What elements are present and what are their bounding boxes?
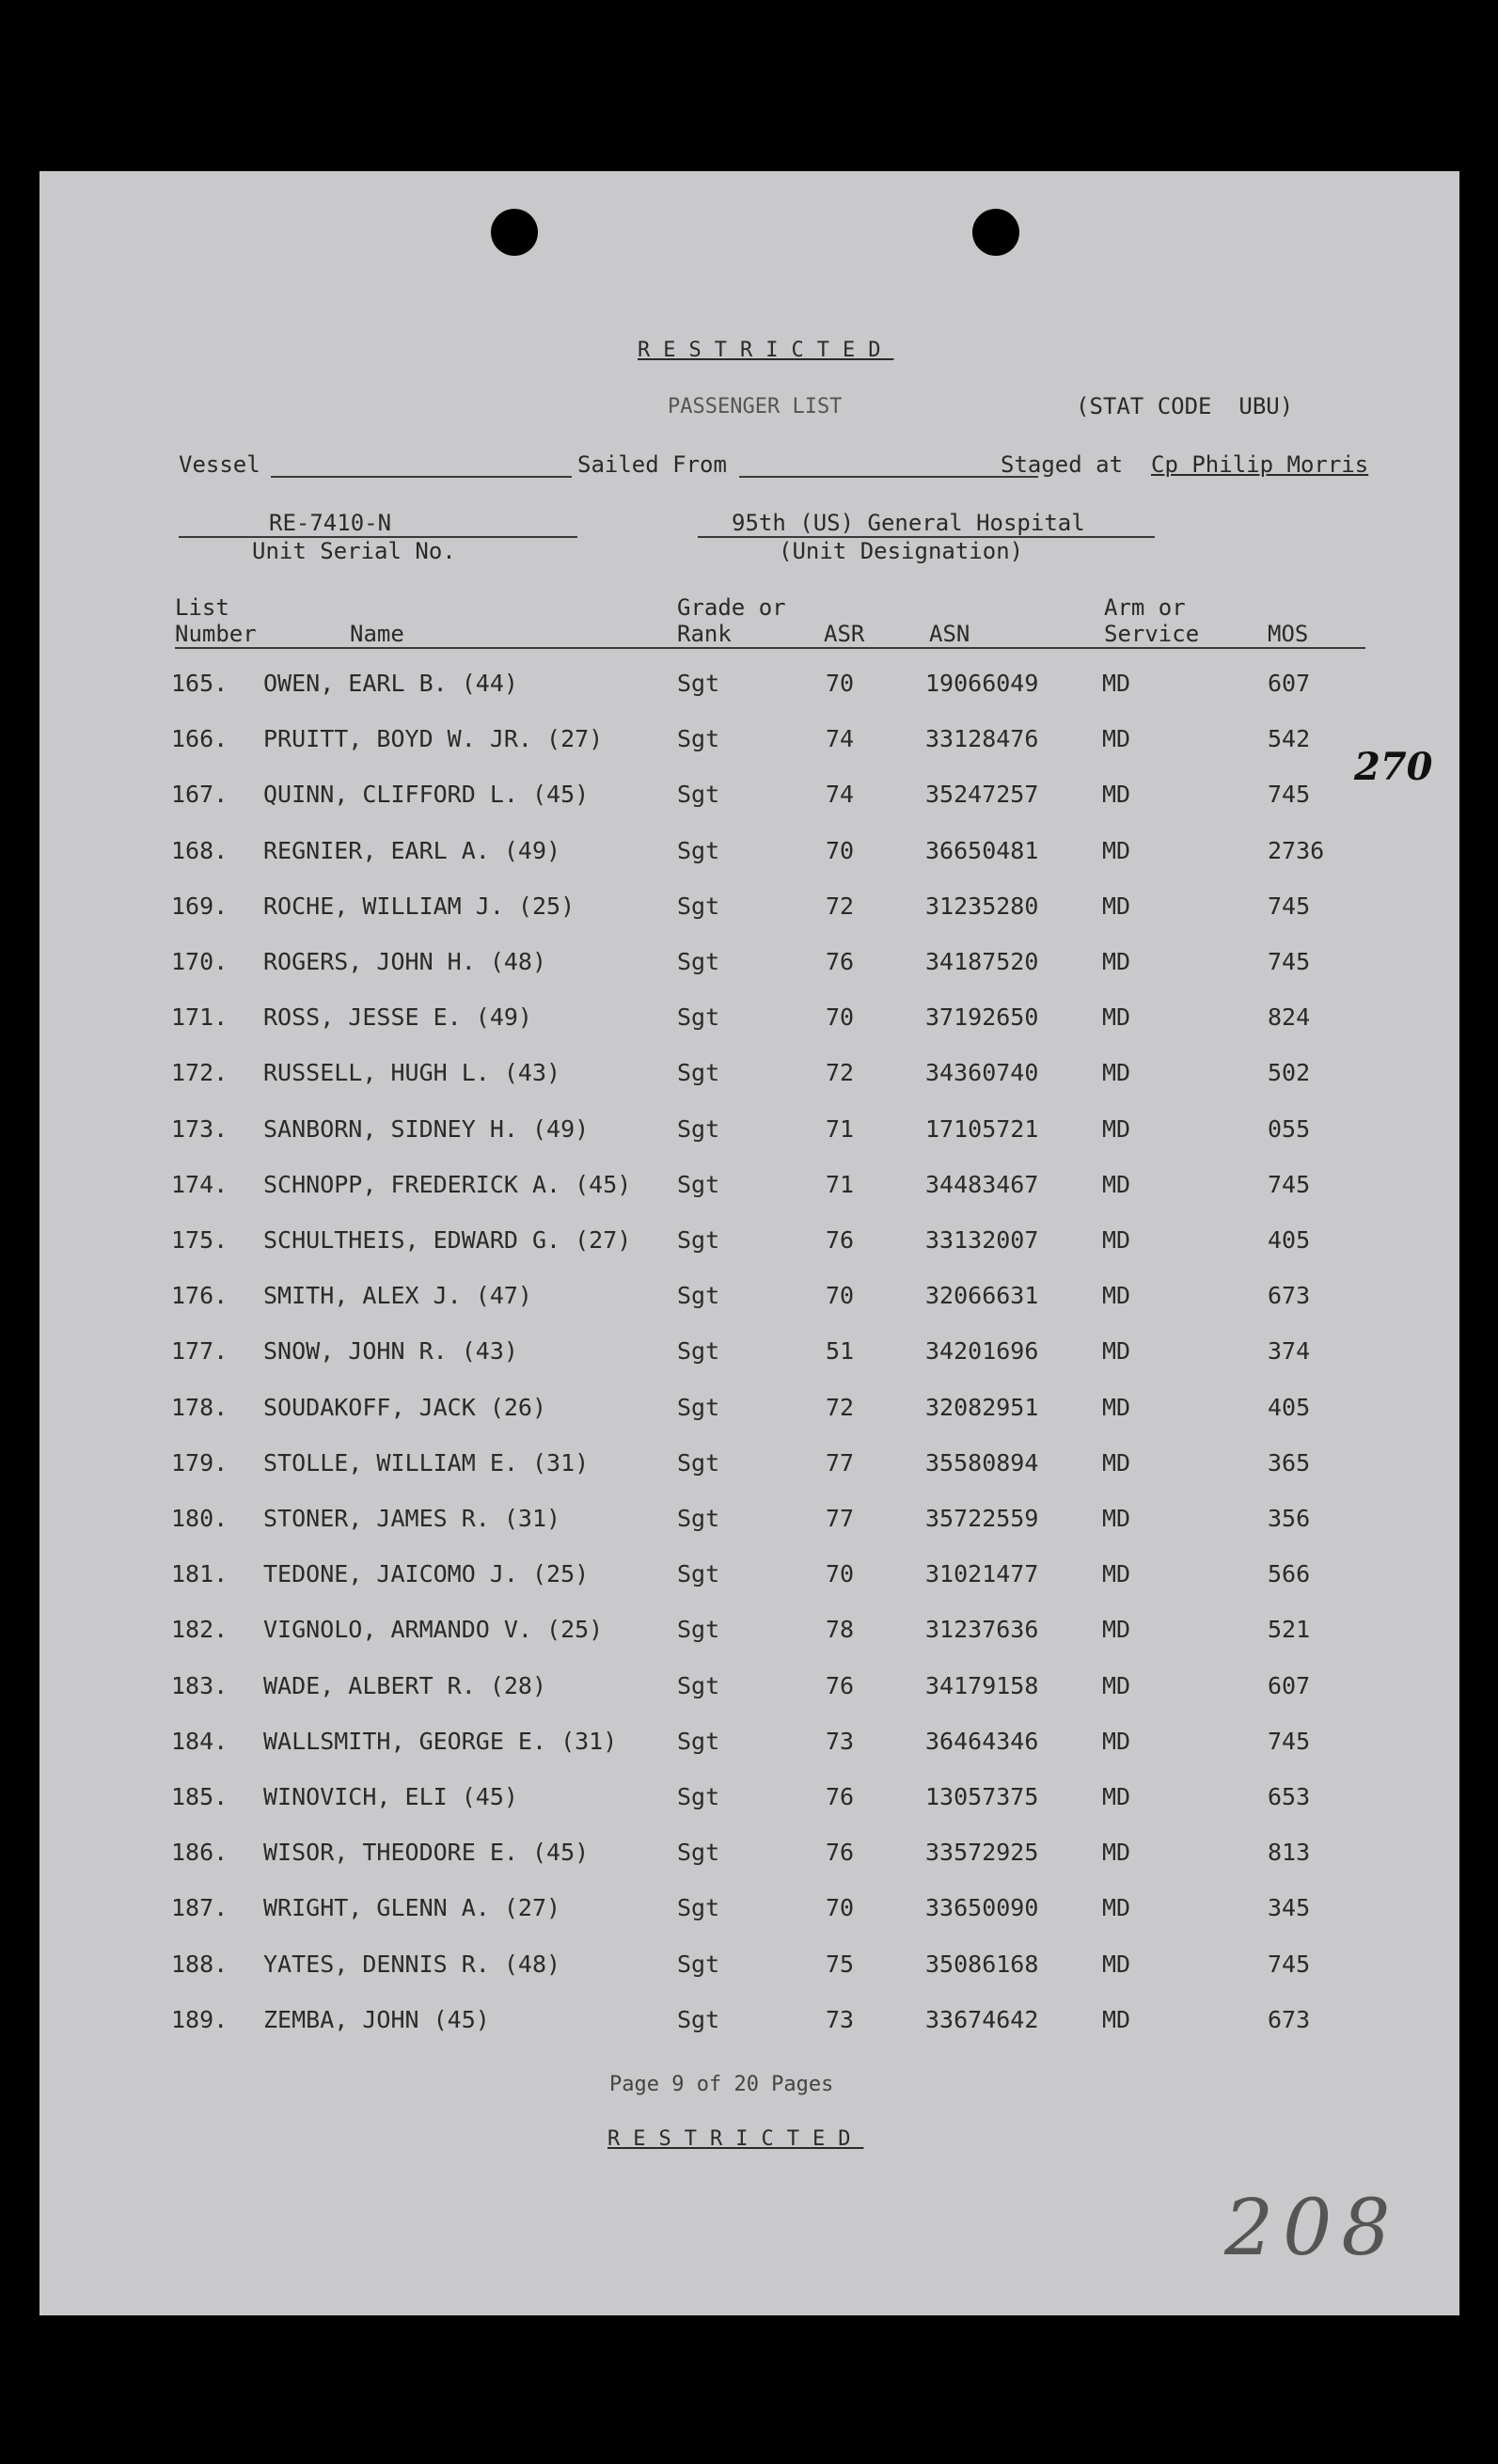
col-asn: ASN — [929, 621, 970, 647]
cell-asr: 77 — [826, 1505, 855, 1532]
cell-mos: 374 — [1268, 1337, 1311, 1366]
cell-asr: 77 — [826, 1448, 855, 1477]
table-row — [39, 1226, 1459, 1264]
cell-asr: 76 — [826, 1671, 855, 1699]
cell-name: SMITH, ALEX J. (47) — [263, 1282, 532, 1310]
cell-grade: Sgt — [677, 2005, 720, 2033]
cell-asn: 35086168 — [925, 1950, 1039, 1978]
unit-designation-label: (Unit Designation) — [779, 538, 1024, 564]
cell-asn: 32082951 — [925, 1393, 1039, 1421]
cell-arm: MD — [1102, 1114, 1131, 1143]
cell-grade: Sgt — [677, 1894, 720, 1922]
cell-mos: 745 — [1268, 781, 1311, 809]
cell-num: 177. — [171, 1337, 229, 1366]
table-row — [39, 2006, 1459, 2044]
restricted-heading: RESTRICTED — [638, 339, 894, 362]
vessel-label: Vessel — [179, 451, 260, 478]
table-row — [39, 781, 1459, 818]
cell-arm: MD — [1102, 1671, 1131, 1699]
table-row — [39, 1337, 1459, 1375]
cell-mos: 673 — [1268, 2005, 1311, 2033]
cell-mos: 745 — [1268, 1727, 1311, 1755]
cell-grade: Sgt — [677, 1727, 720, 1755]
cell-grade: Sgt — [677, 1337, 720, 1366]
cell-name: SOUDAKOFF, JACK (26) — [263, 1393, 547, 1421]
sailed-from-label: Sailed From — [577, 451, 727, 478]
cell-name: VIGNOLO, ARMANDO V. (25) — [263, 1616, 604, 1644]
cell-grade: Sgt — [677, 1616, 720, 1644]
cell-num: 189. — [171, 2005, 229, 2033]
table-row — [39, 725, 1459, 763]
cell-asr: 71 — [826, 1170, 855, 1198]
document-page — [39, 171, 1459, 2315]
cell-mos: 745 — [1268, 1170, 1311, 1198]
cell-asn: 35722559 — [925, 1505, 1039, 1532]
cell-grade: Sgt — [677, 1671, 720, 1699]
cell-asr: 71 — [826, 1114, 855, 1143]
vessel-underline — [271, 476, 572, 478]
cell-mos: 745 — [1268, 948, 1311, 975]
page-footer: Page 9 of 20 Pages — [609, 2073, 834, 2096]
cell-asn: 35247257 — [925, 781, 1039, 809]
table-row — [39, 1059, 1459, 1097]
cell-name: ZEMBA, JOHN (45) — [263, 2005, 490, 2033]
cell-mos: 813 — [1268, 1839, 1311, 1867]
cell-grade: Sgt — [677, 670, 720, 697]
cell-num: 171. — [171, 1003, 229, 1032]
cell-grade: Sgt — [677, 1114, 720, 1143]
cell-grade: Sgt — [677, 1950, 720, 1978]
table-row — [39, 948, 1459, 986]
cell-grade: Sgt — [677, 1003, 720, 1032]
cell-asn: 33572925 — [925, 1839, 1039, 1867]
cell-asn: 36650481 — [925, 836, 1039, 864]
cell-arm: MD — [1102, 892, 1131, 920]
cell-asn: 34179158 — [925, 1671, 1039, 1699]
cell-asr: 70 — [826, 670, 855, 697]
cell-asr: 73 — [826, 1727, 855, 1755]
cell-name: ROGERS, JOHN H. (48) — [263, 948, 547, 975]
cell-asr: 76 — [826, 1226, 855, 1254]
cell-asr: 72 — [826, 1393, 855, 1421]
list-title: PASSENGER LIST — [668, 395, 843, 419]
cell-asn: 33132007 — [925, 1226, 1039, 1254]
cell-num: 169. — [171, 892, 229, 920]
cell-asr: 70 — [826, 836, 855, 864]
table-row — [39, 1839, 1459, 1876]
cell-asn: 34360740 — [925, 1059, 1039, 1087]
punch-hole — [491, 209, 538, 256]
cell-num: 174. — [171, 1170, 229, 1198]
cell-asn: 13057375 — [925, 1783, 1039, 1810]
cell-arm: MD — [1102, 836, 1131, 864]
sailed-from-underline — [739, 476, 1038, 478]
cell-grade: Sgt — [677, 781, 720, 809]
cell-mos: 824 — [1268, 1003, 1311, 1032]
restricted-footer: RESTRICTED — [607, 2127, 864, 2151]
cell-asr: 72 — [826, 1059, 855, 1087]
cell-mos: 356 — [1268, 1505, 1311, 1532]
cell-arm: MD — [1102, 781, 1131, 809]
cell-num: 181. — [171, 1560, 229, 1588]
cell-grade: Sgt — [677, 1059, 720, 1087]
cell-arm: MD — [1102, 1226, 1131, 1254]
cell-mos: 502 — [1268, 1059, 1311, 1087]
cell-name: QUINN, CLIFFORD L. (45) — [263, 781, 590, 809]
cell-asn: 37192650 — [925, 1003, 1039, 1032]
col-name: Name — [350, 621, 404, 647]
cell-asn: 35580894 — [925, 1448, 1039, 1477]
cell-asn: 17105721 — [925, 1114, 1039, 1143]
header-underline — [175, 647, 1365, 649]
cell-asn: 34187520 — [925, 948, 1039, 975]
cell-num: 167. — [171, 781, 229, 809]
cell-grade: Sgt — [677, 1393, 720, 1421]
cell-num: 179. — [171, 1448, 229, 1477]
cell-name: ROSS, JESSE E. (49) — [263, 1003, 532, 1032]
col-list-number-1: List — [175, 594, 229, 621]
cell-mos: 365 — [1268, 1448, 1311, 1477]
unit-serial-value: RE-7410-N — [269, 510, 392, 536]
cell-grade: Sgt — [677, 1839, 720, 1867]
cell-mos: 745 — [1268, 892, 1311, 920]
cell-grade: Sgt — [677, 948, 720, 975]
cell-asr: 51 — [826, 1337, 855, 1366]
cell-arm: MD — [1102, 2005, 1131, 2033]
cell-num: 185. — [171, 1783, 229, 1810]
table-row — [39, 1449, 1459, 1487]
cell-grade: Sgt — [677, 1783, 720, 1810]
cell-arm: MD — [1102, 1560, 1131, 1588]
cell-num: 175. — [171, 1226, 229, 1254]
cell-arm: MD — [1102, 1616, 1131, 1644]
cell-asr: 73 — [826, 2005, 855, 2033]
cell-num: 168. — [171, 836, 229, 864]
table-row — [39, 1616, 1459, 1653]
cell-arm: MD — [1102, 1783, 1131, 1810]
cell-num: 165. — [171, 670, 229, 697]
col-arm-2: Service — [1104, 621, 1200, 647]
cell-asr: 78 — [826, 1616, 855, 1644]
table-row — [39, 1951, 1459, 1988]
cell-arm: MD — [1102, 1393, 1131, 1421]
cell-name: TEDONE, JAICOMO J. (25) — [263, 1560, 590, 1588]
table-row — [39, 892, 1459, 930]
cell-asn: 32066631 — [925, 1282, 1039, 1310]
cell-arm: MD — [1102, 1003, 1131, 1032]
cell-mos: 2736 — [1268, 836, 1325, 864]
cell-num: 186. — [171, 1839, 229, 1867]
col-arm-1: Arm or — [1104, 594, 1186, 621]
stamped-number: 270 — [1354, 745, 1433, 789]
cell-asr: 70 — [826, 1003, 855, 1032]
cell-name: ROCHE, WILLIAM J. (25) — [263, 892, 576, 920]
cell-name: WADE, ALBERT R. (28) — [263, 1671, 547, 1699]
table-row — [39, 1672, 1459, 1710]
cell-asn: 34483467 — [925, 1170, 1039, 1198]
handwritten-number: 208 — [1224, 2184, 1400, 2273]
cell-num: 173. — [171, 1114, 229, 1143]
cell-asn: 31235280 — [925, 892, 1039, 920]
cell-num: 172. — [171, 1059, 229, 1087]
cell-asr: 76 — [826, 948, 855, 975]
cell-arm: MD — [1102, 725, 1131, 753]
cell-grade: Sgt — [677, 892, 720, 920]
cell-mos: 566 — [1268, 1560, 1311, 1588]
unit-serial-label: Unit Serial No. — [252, 538, 456, 564]
cell-mos: 607 — [1268, 670, 1311, 697]
cell-mos: 653 — [1268, 1783, 1311, 1810]
table-row — [39, 1728, 1459, 1765]
cell-name: SCHNOPP, FREDERICK A. (45) — [263, 1170, 632, 1198]
cell-asr: 72 — [826, 892, 855, 920]
cell-mos: 542 — [1268, 725, 1311, 753]
cell-asr: 75 — [826, 1950, 855, 1978]
cell-num: 184. — [171, 1727, 229, 1755]
cell-grade: Sgt — [677, 1448, 720, 1477]
cell-grade: Sgt — [677, 1560, 720, 1588]
cell-mos: 521 — [1268, 1616, 1311, 1644]
table-row — [39, 1894, 1459, 1932]
cell-asn: 33128476 — [925, 725, 1039, 753]
table-row — [39, 1505, 1459, 1542]
cell-asn: 33674642 — [925, 2005, 1039, 2033]
cell-asn: 36464346 — [925, 1727, 1039, 1755]
table-row — [39, 1115, 1459, 1153]
stat-code: (STAT CODE UBU) — [1076, 393, 1294, 419]
cell-arm: MD — [1102, 1170, 1131, 1198]
cell-mos: 345 — [1268, 1894, 1311, 1922]
cell-num: 170. — [171, 948, 229, 975]
cell-asr: 70 — [826, 1282, 855, 1310]
cell-asr: 70 — [826, 1894, 855, 1922]
cell-arm: MD — [1102, 670, 1131, 697]
cell-name: RUSSELL, HUGH L. (43) — [263, 1059, 561, 1087]
cell-name: PRUITT, BOYD W. JR. (27) — [263, 725, 604, 753]
cell-num: 180. — [171, 1505, 229, 1532]
cell-name: SCHULTHEIS, EDWARD G. (27) — [263, 1226, 632, 1254]
cell-arm: MD — [1102, 948, 1131, 975]
cell-asr: 70 — [826, 1560, 855, 1588]
cell-grade: Sgt — [677, 1505, 720, 1532]
cell-arm: MD — [1102, 1727, 1131, 1755]
cell-asr: 74 — [826, 781, 855, 809]
cell-arm: MD — [1102, 1950, 1131, 1978]
cell-grade: Sgt — [677, 1226, 720, 1254]
cell-num: 183. — [171, 1671, 229, 1699]
cell-arm: MD — [1102, 1282, 1131, 1310]
unit-designation-value: 95th (US) General Hospital — [732, 510, 1085, 536]
col-mos: MOS — [1268, 621, 1309, 647]
col-grade-1: Grade or — [677, 594, 786, 621]
cell-asr: 76 — [826, 1783, 855, 1810]
cell-asr: 74 — [826, 725, 855, 753]
table-row — [39, 837, 1459, 875]
cell-mos: 405 — [1268, 1226, 1311, 1254]
col-asr: ASR — [824, 621, 865, 647]
cell-name: SANBORN, SIDNEY H. (49) — [263, 1114, 590, 1143]
cell-mos: 745 — [1268, 1950, 1311, 1978]
table-row — [39, 1560, 1459, 1598]
col-grade-2: Rank — [677, 621, 732, 647]
cell-asn: 34201696 — [925, 1337, 1039, 1366]
staged-at-label: Staged at — [1001, 451, 1124, 478]
cell-grade: Sgt — [677, 836, 720, 864]
cell-num: 188. — [171, 1950, 229, 1978]
cell-name: WALLSMITH, GEORGE E. (31) — [263, 1727, 618, 1755]
cell-mos: 055 — [1268, 1114, 1311, 1143]
col-list-number-2: Number — [175, 621, 257, 647]
cell-arm: MD — [1102, 1894, 1131, 1922]
cell-mos: 405 — [1268, 1393, 1311, 1421]
cell-name: SNOW, JOHN R. (43) — [263, 1337, 518, 1366]
cell-name: WINOVICH, ELI (45) — [263, 1783, 518, 1810]
cell-grade: Sgt — [677, 725, 720, 753]
cell-grade: Sgt — [677, 1170, 720, 1198]
table-row — [39, 1282, 1459, 1319]
cell-arm: MD — [1102, 1059, 1131, 1087]
cell-name: WISOR, THEODORE E. (45) — [263, 1839, 590, 1867]
cell-name: YATES, DENNIS R. (48) — [263, 1950, 561, 1978]
table-row — [39, 1171, 1459, 1208]
cell-name: STONER, JAMES R. (31) — [263, 1505, 561, 1532]
cell-name: OWEN, EARL B. (44) — [263, 670, 518, 697]
cell-asr: 76 — [826, 1839, 855, 1867]
punch-hole — [972, 209, 1019, 256]
cell-mos: 673 — [1268, 1282, 1311, 1310]
staged-at-value: Cp Philip Morris — [1151, 451, 1369, 478]
cell-mos: 607 — [1268, 1671, 1311, 1699]
table-row — [39, 1003, 1459, 1041]
cell-name: STOLLE, WILLIAM E. (31) — [263, 1448, 590, 1477]
cell-arm: MD — [1102, 1448, 1131, 1477]
cell-num: 178. — [171, 1393, 229, 1421]
table-row — [39, 670, 1459, 707]
cell-num: 176. — [171, 1282, 229, 1310]
cell-grade: Sgt — [677, 1282, 720, 1310]
cell-name: REGNIER, EARL A. (49) — [263, 836, 561, 864]
cell-arm: MD — [1102, 1839, 1131, 1867]
cell-num: 182. — [171, 1616, 229, 1644]
cell-asn: 19066049 — [925, 670, 1039, 697]
cell-asn: 31021477 — [925, 1560, 1039, 1588]
table-row — [39, 1394, 1459, 1431]
table-row — [39, 1783, 1459, 1821]
cell-asn: 33650090 — [925, 1894, 1039, 1922]
cell-arm: MD — [1102, 1505, 1131, 1532]
cell-num: 187. — [171, 1894, 229, 1922]
cell-num: 166. — [171, 725, 229, 753]
cell-asn: 31237636 — [925, 1616, 1039, 1644]
cell-name: WRIGHT, GLENN A. (27) — [263, 1894, 561, 1922]
cell-arm: MD — [1102, 1337, 1131, 1366]
